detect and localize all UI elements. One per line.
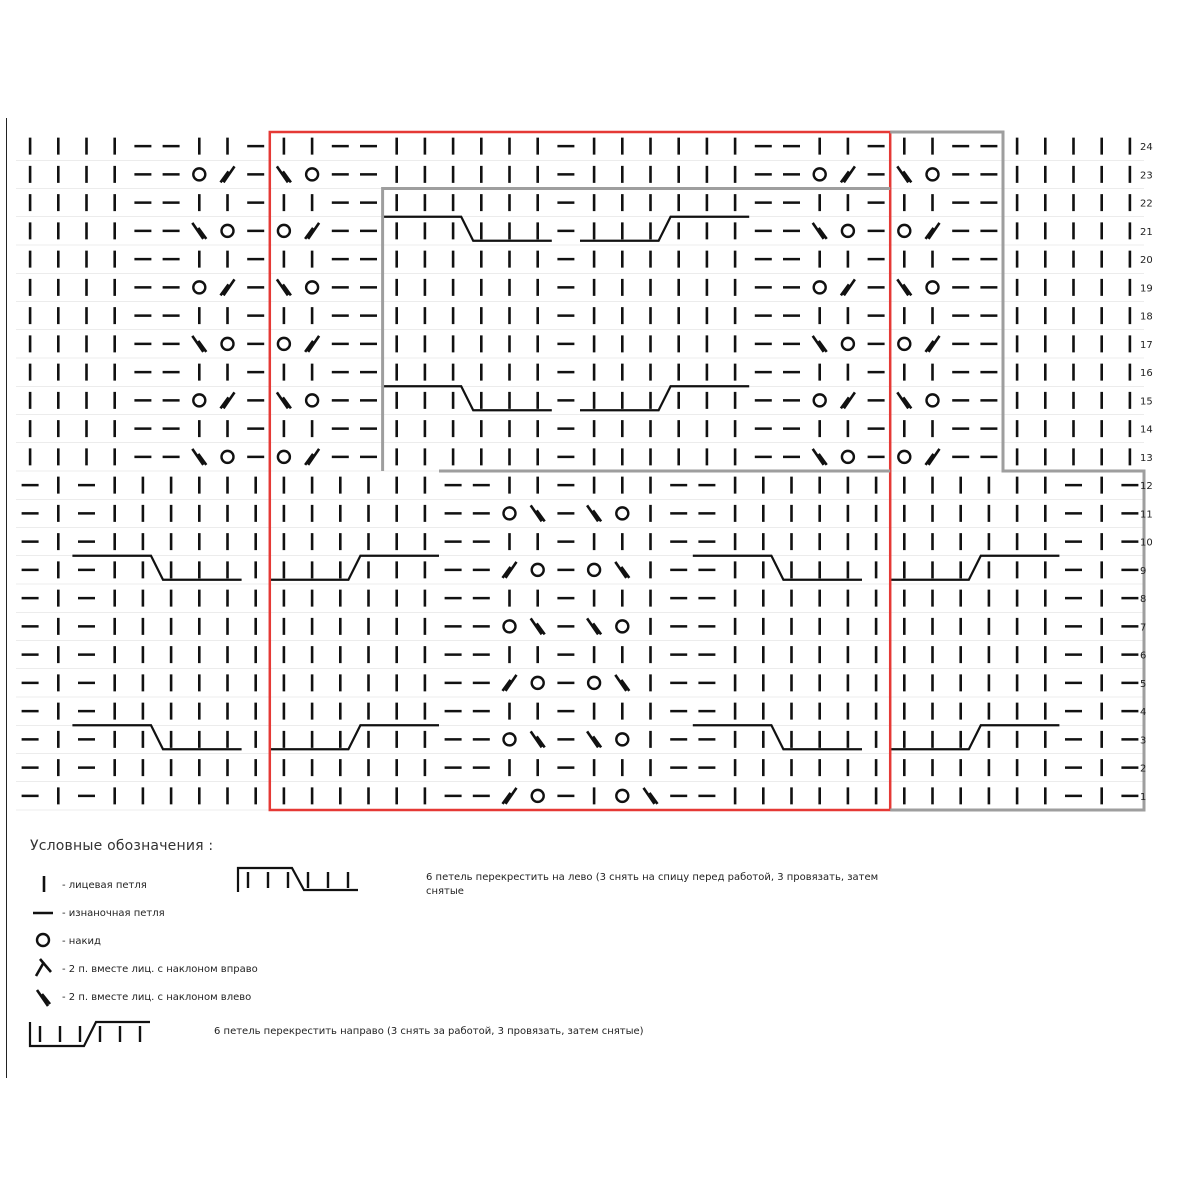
legend-knit-label: - лицевая петля bbox=[62, 880, 147, 891]
k2tog-left bbox=[587, 731, 601, 747]
k2tog-left bbox=[813, 336, 827, 352]
yarn-over bbox=[278, 451, 290, 463]
row-number: 22 bbox=[1140, 198, 1153, 210]
k2tog-left bbox=[813, 449, 827, 465]
yarn-over bbox=[193, 168, 205, 180]
yarn-over bbox=[193, 281, 205, 293]
k2tog-left bbox=[587, 618, 601, 634]
legend-k2tog-right-label: - 2 п. вместе лиц. с наклоном вправо bbox=[62, 964, 258, 975]
row-number: 9 bbox=[1140, 565, 1147, 577]
k2tog-left bbox=[897, 279, 911, 295]
k2tog-left bbox=[531, 618, 545, 634]
legend-k2tog-left-label: - 2 п. вместе лиц. с наклоном влево bbox=[62, 992, 252, 1003]
legend-cable-left-label: 6 петель перекрестить на лево (3 снять на спицу перед работой, 3 провязать, затем bbox=[426, 872, 879, 883]
yarn-over bbox=[898, 338, 910, 350]
row-number: 20 bbox=[1140, 255, 1153, 267]
k2tog-left bbox=[615, 675, 629, 691]
row-number: 14 bbox=[1140, 424, 1153, 436]
cable-cross bbox=[383, 217, 552, 241]
k2tog-right bbox=[926, 223, 940, 239]
yarn-over bbox=[504, 620, 516, 632]
yarn-over bbox=[306, 394, 318, 406]
k2tog-left bbox=[531, 731, 545, 747]
k2tog-right bbox=[503, 675, 517, 691]
yarn-over bbox=[588, 564, 600, 576]
row-number: 12 bbox=[1140, 481, 1153, 493]
yarn-over bbox=[927, 281, 939, 293]
k2tog-right bbox=[305, 223, 319, 239]
legend-cable-outline bbox=[30, 1022, 150, 1046]
legend-cable-left-label-cont: снятые bbox=[426, 886, 464, 897]
k2tog-right bbox=[841, 392, 855, 408]
yarn-over bbox=[616, 620, 628, 632]
yarn-over bbox=[927, 168, 939, 180]
k2tog-right bbox=[221, 279, 235, 295]
yarn-over bbox=[814, 168, 826, 180]
k2tog-left bbox=[192, 336, 206, 352]
k2tog-left bbox=[531, 505, 545, 521]
yarn-over bbox=[814, 281, 826, 293]
yarn-over bbox=[278, 338, 290, 350]
k2tog-left bbox=[644, 788, 658, 804]
cable-cross bbox=[890, 556, 1059, 580]
legend-k2tog-left-symbol bbox=[37, 990, 50, 1006]
yarn-over bbox=[532, 790, 544, 802]
row-number: 8 bbox=[1140, 594, 1147, 606]
legend-cable-right-symbol bbox=[30, 1022, 150, 1046]
k2tog-right bbox=[503, 788, 517, 804]
row-number: 15 bbox=[1140, 396, 1153, 408]
cable-cross bbox=[270, 725, 439, 749]
row-number: 13 bbox=[1140, 452, 1153, 464]
yarn-over bbox=[842, 451, 854, 463]
cable-cross bbox=[72, 725, 241, 749]
row-number: 24 bbox=[1140, 142, 1153, 154]
row-number: 1 bbox=[1140, 791, 1147, 803]
yarn-over bbox=[504, 507, 516, 519]
k2tog-left bbox=[587, 505, 601, 521]
legend-title: Условные обозначения : bbox=[30, 838, 214, 854]
row-number: 5 bbox=[1140, 678, 1147, 690]
k2tog-left bbox=[897, 166, 911, 182]
legend-cable-outline bbox=[238, 868, 358, 892]
yarn-over bbox=[193, 394, 205, 406]
yarn-over bbox=[222, 225, 234, 237]
row-number: 10 bbox=[1140, 537, 1153, 549]
k2tog-right bbox=[503, 562, 517, 578]
row-number: 19 bbox=[1140, 283, 1153, 295]
k2tog-right bbox=[841, 166, 855, 182]
legend-yarn-over-label: - накид bbox=[62, 936, 101, 947]
k2tog-left bbox=[897, 392, 911, 408]
yarn-over bbox=[898, 225, 910, 237]
yarn-over bbox=[278, 225, 290, 237]
k2tog-left bbox=[277, 392, 291, 408]
row-number: 6 bbox=[1140, 650, 1147, 662]
k2tog-right bbox=[305, 336, 319, 352]
k2tog-right bbox=[305, 449, 319, 465]
k2tog-right bbox=[926, 449, 940, 465]
legend-cable-left-symbol bbox=[238, 868, 358, 892]
k2tog-left bbox=[615, 562, 629, 578]
legend-yarn-over-symbol bbox=[37, 934, 49, 946]
row-number: 16 bbox=[1140, 368, 1153, 380]
legend-k2tog-right-symbol bbox=[36, 959, 51, 976]
row-number: 11 bbox=[1140, 509, 1153, 521]
yarn-over bbox=[814, 394, 826, 406]
cable-cross bbox=[383, 386, 552, 410]
row-number: 3 bbox=[1140, 735, 1147, 747]
legend-purl-label: - изнаночная петля bbox=[62, 908, 165, 919]
cable-cross bbox=[580, 386, 749, 410]
cable-cross bbox=[693, 556, 862, 580]
k2tog-left bbox=[277, 279, 291, 295]
yarn-over bbox=[532, 677, 544, 689]
row-number: 2 bbox=[1140, 763, 1147, 775]
k2tog-left bbox=[813, 223, 827, 239]
yarn-over bbox=[306, 168, 318, 180]
cable-cross bbox=[270, 556, 439, 580]
yarn-over bbox=[504, 733, 516, 745]
yarn-over bbox=[306, 281, 318, 293]
row-number: 23 bbox=[1140, 170, 1153, 182]
cable-cross bbox=[580, 217, 749, 241]
yarn-over bbox=[616, 790, 628, 802]
yarn-over bbox=[927, 394, 939, 406]
row-number: 21 bbox=[1140, 226, 1153, 238]
yarn-over bbox=[616, 733, 628, 745]
cable-cross bbox=[693, 725, 862, 749]
cable-cross bbox=[72, 556, 241, 580]
yarn-over bbox=[532, 564, 544, 576]
row-number: 4 bbox=[1140, 707, 1147, 719]
k2tog-right bbox=[221, 166, 235, 182]
row-number: 7 bbox=[1140, 622, 1147, 634]
yarn-over bbox=[842, 225, 854, 237]
k2tog-right bbox=[841, 279, 855, 295]
yarn-over bbox=[222, 338, 234, 350]
yarn-over bbox=[222, 451, 234, 463]
row-number: 18 bbox=[1140, 311, 1153, 323]
row-number: 17 bbox=[1140, 339, 1153, 351]
k2tog-left bbox=[192, 449, 206, 465]
yarn-over bbox=[842, 338, 854, 350]
k2tog-left bbox=[192, 223, 206, 239]
cable-cross bbox=[890, 725, 1059, 749]
legend-cable-right-label: 6 петель перекрестить направо (3 снять за работой, 3 провязать, затем снятые) bbox=[214, 1026, 644, 1037]
yarn-over bbox=[898, 451, 910, 463]
k2tog-right bbox=[926, 336, 940, 352]
k2tog-right bbox=[221, 392, 235, 408]
yarn-over bbox=[588, 677, 600, 689]
yarn-over bbox=[616, 507, 628, 519]
k2tog-left bbox=[277, 166, 291, 182]
